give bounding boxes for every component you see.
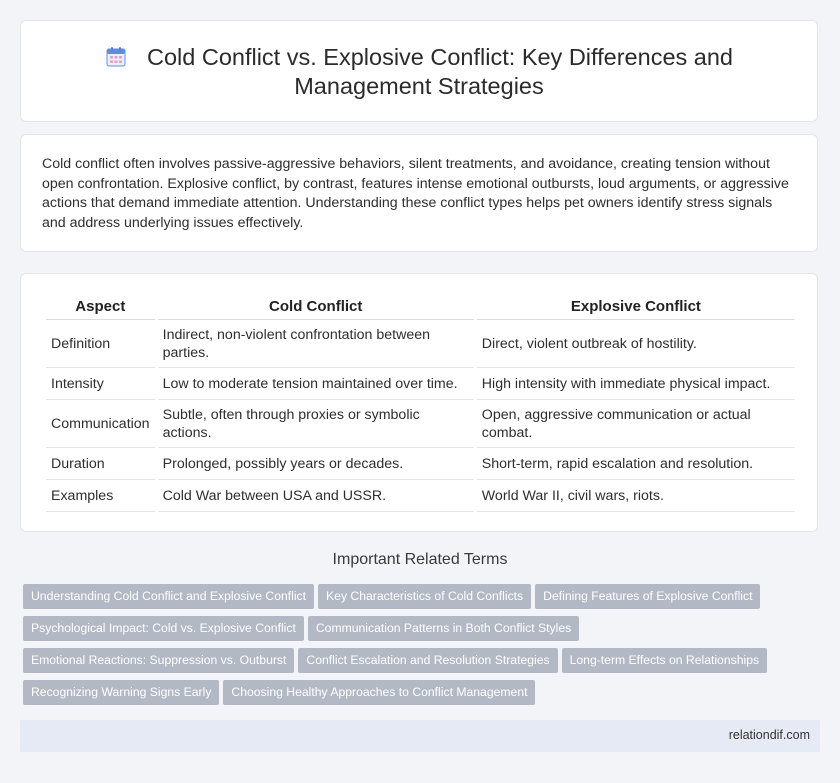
term-chip[interactable]: Communication Patterns in Both Conflict Styles [308, 616, 579, 641]
table-cell: Prolonged, possibly years or decades. [158, 448, 474, 480]
table-cell: Duration [46, 448, 155, 480]
term-row [23, 616, 803, 641]
table-cell: World War II, civil wars, riots. [477, 480, 795, 512]
related-terms [23, 584, 803, 712]
comparison-card [20, 273, 818, 532]
table-cell: Open, aggressive communication or actual combat. [477, 400, 795, 448]
title-card [20, 20, 818, 122]
intro-card [20, 134, 818, 252]
title-line-2: Management Strategies [294, 73, 544, 99]
table-cell: Cold War between USA and USSR. [158, 480, 474, 512]
column-header: Explosive Conflict [477, 294, 795, 320]
table-row [46, 320, 795, 368]
term-chip[interactable]: Psychological Impact: Cold vs. Explosive Conflict [23, 616, 304, 641]
table-row [46, 368, 795, 400]
column-header: Aspect [46, 294, 155, 320]
table-cell: Direct, violent outbreak of hostility. [477, 320, 795, 368]
term-row [23, 648, 803, 673]
table-cell: Low to moderate tension maintained over time. [158, 368, 474, 400]
intro-text: Cold conflict often involves passive-aggressive behaviors, silent treatments, and avoidance, creating tension without open confrontation. Explosive conflict, by contrast, features intense emotional outbursts, loud arguments, or aggressive actions that demand immediate attention. Understanding these conflict types helps pet owners identify stress signals and address underlying issues effectively. [42, 156, 789, 231]
table-cell: Short-term, rapid escalation and resolution. [477, 448, 795, 480]
footer [20, 720, 820, 752]
table-row [46, 480, 795, 512]
page-title [21, 43, 817, 101]
footer-site-link[interactable]: relationdif.com [728, 728, 810, 742]
term-chip[interactable]: Understanding Cold Conflict and Explosive Conflict [23, 584, 314, 609]
term-row [23, 680, 803, 705]
comparison-table [43, 294, 798, 512]
calendar-icon [105, 46, 127, 68]
table-cell: Intensity [46, 368, 155, 400]
term-chip[interactable]: Recognizing Warning Signs Early [23, 680, 219, 705]
column-header: Cold Conflict [158, 294, 474, 320]
term-chip[interactable]: Conflict Escalation and Resolution Strategies [298, 648, 557, 673]
term-chip[interactable]: Defining Features of Explosive Conflict [535, 584, 760, 609]
term-row [23, 584, 803, 609]
term-chip[interactable]: Choosing Healthy Approaches to Conflict Management [223, 680, 535, 705]
table-cell: Examples [46, 480, 155, 512]
table-row [46, 448, 795, 480]
table-header-row [46, 294, 795, 320]
table-row [46, 400, 795, 448]
term-chip[interactable]: Emotional Reactions: Suppression vs. Outburst [23, 648, 294, 673]
table-cell: Definition [46, 320, 155, 368]
term-chip[interactable]: Long-term Effects on Relationships [562, 648, 767, 673]
related-terms-title: Important Related Terms [332, 551, 508, 568]
table-cell: High intensity with immediate physical impact. [477, 368, 795, 400]
term-chip[interactable]: Key Characteristics of Cold Conflicts [318, 584, 531, 609]
title-line-1: Cold Conflict vs. Explosive Conflict: Key Differences and [146, 44, 734, 70]
table-cell: Subtle, often through proxies or symbolic actions. [158, 400, 474, 448]
table-cell: Indirect, non-violent confrontation between parties. [158, 320, 474, 368]
table-cell: Communication [46, 400, 155, 448]
